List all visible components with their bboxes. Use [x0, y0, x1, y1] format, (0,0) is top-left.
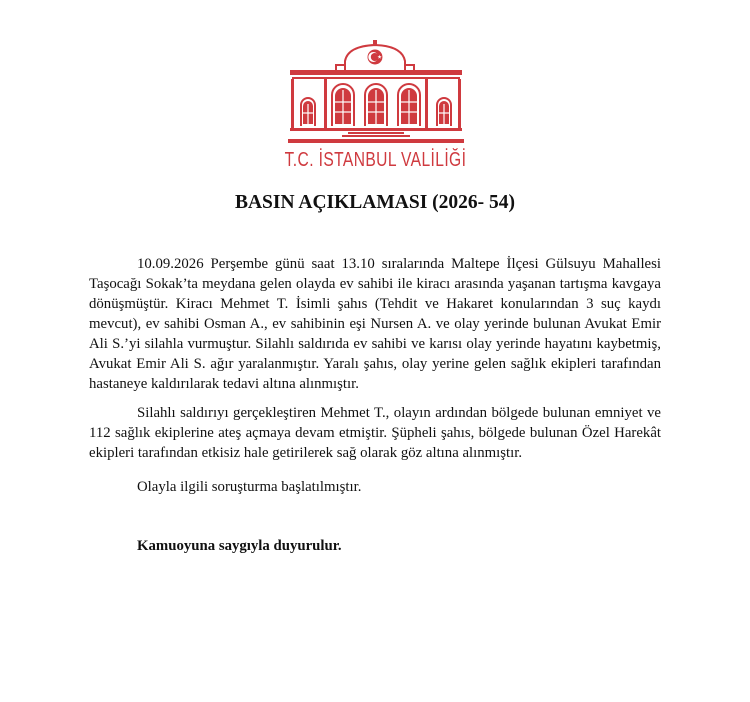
paragraph-line: 112 sağlık ekiplerine ateş açmaya devam etmiştir. Şüpheli şahıs, bölgede bulunan Özel Harekât — [89, 425, 661, 441]
paragraph-line: Ali S.’yi silahla vurmuştur. Silahlı saldırıda ev sahibi ve karısı olay yerinde hayatını kaybetmiş, — [89, 336, 661, 352]
org-name: T.C. İSTANBUL VALİLİĞİ — [284, 149, 466, 171]
paragraph-line: 10.09.2026 Perşembe günü saat 13.10 sıralarında Maltepe İlçesi Gülsuyu Mahallesi — [137, 256, 661, 272]
paragraph-line: hastaneye kaldırılarak tedavi altına alınmıştır. — [89, 376, 359, 392]
istanbul-governorship-building-logo-icon — [288, 40, 464, 144]
paragraph-line: dönüşmüştür. Kiracı Mehmet T. İsimli şahıs (Tehdit ve Hakaret konularından 3 suç kaydı — [89, 296, 661, 312]
org-name-container — [0, 148, 750, 174]
paragraph-line: Taşocağı Sokak’ta meydana gelen olayda ev sahibi ile kiracı arasında yaşanan tartışma kavgaya — [89, 276, 661, 292]
paragraph-line: mevcut), ev sahibi Osman A., ev sahibinin eşi Nursen A. ve olay yerinde bulunan Avukat Emir — [89, 316, 661, 332]
closing-statement: Kamuoyuna saygıyla duyurulur. — [137, 538, 342, 554]
paragraph-1 — [89, 254, 661, 394]
paragraph-line: Avukat Emir Ali S. ağır yaralanmıştır. Yaralı şahıs, olay yerine gelen sağlık ekipleri tarafından — [89, 356, 661, 372]
document-title: BASIN AÇIKLAMASI (2026- 54) — [234, 192, 516, 213]
paragraph-3 — [89, 477, 661, 497]
paragraph-2 — [89, 403, 661, 463]
paragraph-line: Olayla ilgili soruşturma başlatılmıştır. — [137, 479, 362, 495]
paragraph-line: Silahlı saldırıyı gerçekleştiren Mehmet T., olayın ardından bölgede bulunan emniyet ve — [137, 405, 661, 421]
paragraph-line: ekipleri tarafından etkisiz hale getirilerek sağ olarak göz altına alınmıştır. — [89, 445, 523, 461]
